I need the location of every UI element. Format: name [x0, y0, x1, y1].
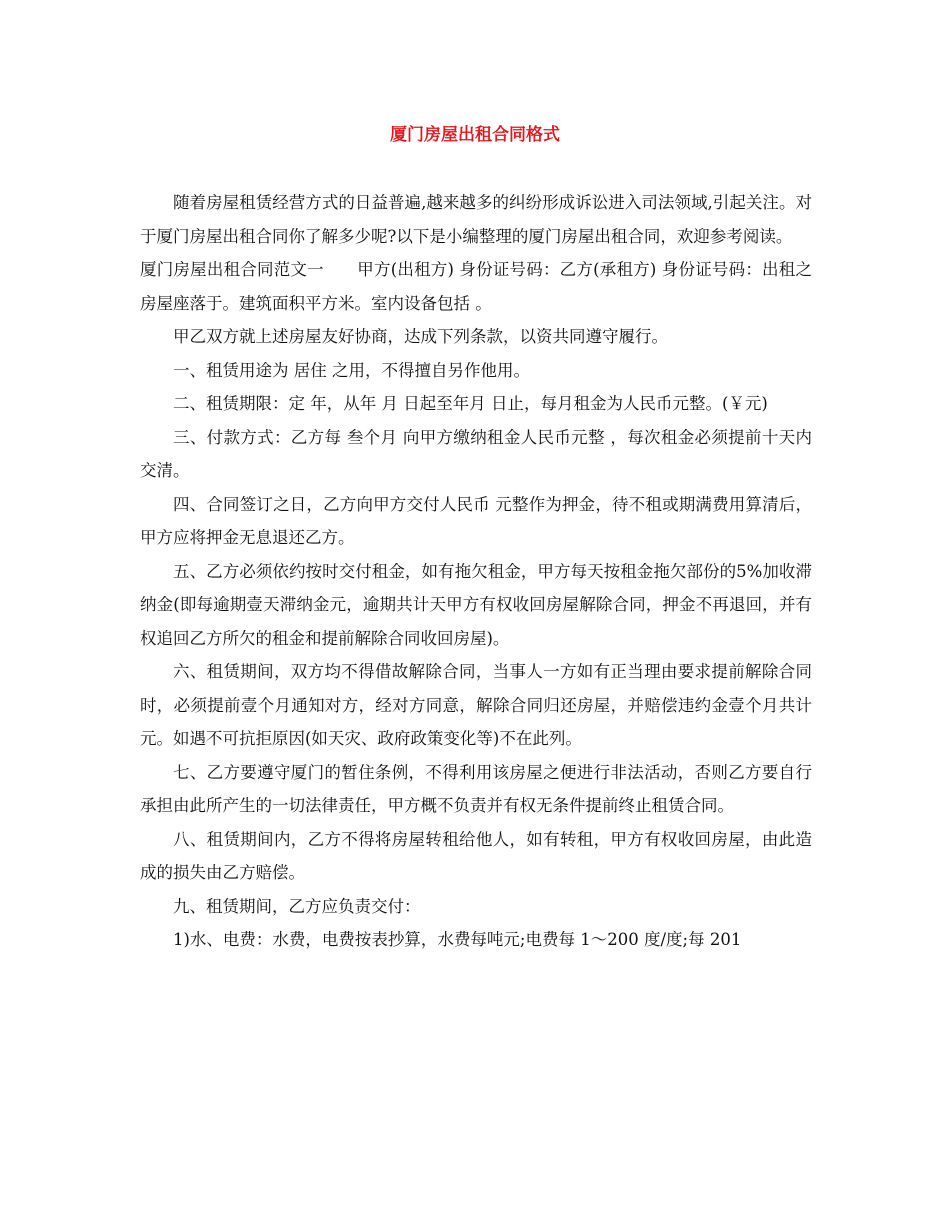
clause-8-sublease: 八、租赁期间内，乙方不得将房屋转租给他人，如有转租，甲方有权收回房屋，由此造成的损失由乙方赔偿。 [140, 829, 812, 882]
paragraph-sample-heading: 厦门房屋出租合同范文一 甲方(出租方) 身份证号码：乙方(承租方) 身份证号码：出租之房屋座落于。建筑面积平方米。室内设备包括 。 [140, 260, 812, 313]
clause-1-purpose: 一、租赁用途为 居住 之用，不得擅自另作他用。 [173, 360, 530, 380]
clause-9-utilities: 九、租赁期间，乙方应负责交付： [173, 896, 421, 916]
clause-3-payment: 三、付款方式：乙方每 叁个月 向甲方缴纳租金人民币元整 ，每次租金必须提前十天内交清。 [140, 427, 812, 480]
clause-6-termination: 六、租赁期间，双方均不得借故解除合同，当事人一方如有正当理由要求提前解除合同时，必须提前壹个月通知对方，经对方同意，解除合同归还房屋，并赔偿违约金壹个月共计元。如遇不可抗拒原因(如天灾、政府政策变化等)不在此列。 [140, 662, 812, 748]
clause-2-term: 二、租赁期限：定 年，从年 月 日起至年月 日止，每月租金为人民币元整。(￥元) [173, 394, 768, 413]
paragraph-agreement: 甲乙双方就上述房屋友好协商，达成下列条款，以资共同遵守履行。 [173, 327, 668, 346]
document-body [140, 186, 812, 957]
clause-7-compliance: 七、乙方要遵守厦门的暂住条例，不得利用该房屋之便进行非法活动，否则乙方要自行承担由此所产生的一切法律责任，甲方概不负责并有权无条件提前终止租赁合同。 [140, 762, 812, 815]
clause-9-item-1: 1)水、电费：水费，电费按表抄算，水费每吨元;电费每 1～200 度/度;每 201 [173, 930, 742, 949]
paragraph-intro: 随着房屋租赁经营方式的日益普遍,越来越多的纠纷形成诉讼进入司法领域,引起关注。对于厦门房屋出租合同你了解多少呢?以下是小编整理的厦门房屋出租合同，欢迎参考阅读。 [140, 193, 812, 246]
clause-5-late-fee: 五、乙方必须依约按时交付租金，如有拖欠租金，甲方每天按租金拖欠部份的5%加收滞纳金(即每逾期壹天滞纳金元，逾期共计天甲方有权收回房屋解除合同，押金不再退回，并有权追回乙方所欠的租金和提前解除合同收回房屋)。 [140, 561, 812, 648]
clause-4-deposit: 四、合同签订之日，乙方向甲方交付人民币 元整作为押金，待不租或期满费用算清后，甲方应将押金无息退还乙方。 [140, 494, 812, 547]
document-title: 厦门房屋出租合同格式 [390, 125, 560, 145]
